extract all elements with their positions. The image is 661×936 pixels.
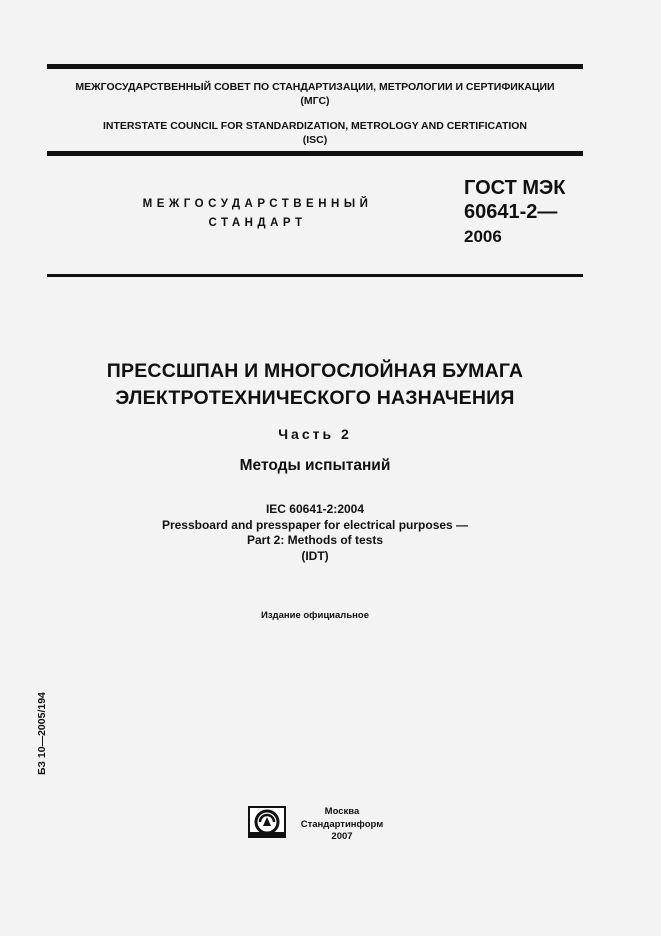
iec-title-line1: Pressboard and presspaper for electrical purposes — bbox=[161, 517, 469, 532]
title-line2: ЭЛЕКТРОТЕХНИЧЕСКОГО НАЗНАЧЕНИЯ bbox=[115, 387, 515, 409]
standard-year: 2006 bbox=[464, 227, 502, 246]
designation-rule bbox=[47, 274, 583, 277]
iec-title-line2: Part 2: Methods of tests bbox=[246, 533, 384, 547]
standard-number-line1: ГОСТ МЭК bbox=[464, 177, 566, 199]
council-ru-name: МЕЖГОСУДАРСТВЕННЫЙ СОВЕТ ПО СТАНДАРТИЗАЦИИ, МЕТРОЛОГИИ И СЕРТИФИКАЦИИ bbox=[75, 81, 555, 93]
document-title bbox=[47, 358, 583, 412]
publisher-name: Стандартинформ bbox=[300, 818, 384, 830]
edition-label: Издание официальное bbox=[261, 610, 369, 621]
publisher-block bbox=[296, 806, 388, 844]
standard-number bbox=[464, 176, 594, 224]
council-en-block bbox=[47, 119, 583, 147]
standard-type-line2: СТАНДАРТ bbox=[208, 217, 307, 229]
standard-type bbox=[120, 195, 395, 233]
council-en-abbr: (ISC) bbox=[302, 134, 328, 146]
iec-ref: IEC 60641-2:2004 bbox=[265, 502, 365, 516]
part-label: Часть 2 bbox=[278, 426, 352, 442]
iec-idt: (IDT) bbox=[301, 548, 329, 563]
council-ru-block bbox=[47, 80, 583, 108]
standard-number-line2: 60641-2— bbox=[464, 201, 558, 223]
standartinform-logo-icon bbox=[248, 806, 286, 838]
title-line1: ПРЕССШПАН И МНОГОСЛОЙНАЯ БУМАГА bbox=[106, 360, 524, 382]
publisher-year: 2007 bbox=[331, 831, 353, 842]
top-rule bbox=[47, 64, 583, 69]
header-rule bbox=[47, 151, 583, 156]
council-ru-abbr: (МГС) bbox=[300, 95, 330, 107]
council-en-name: INTERSTATE COUNCIL FOR STANDARDIZATION, METROLOGY AND CERTIFICATION bbox=[102, 120, 528, 132]
side-code: БЗ 10—2005/194 bbox=[36, 692, 48, 775]
standard-type-line1: МЕЖГОСУДАРСТВЕННЫЙ bbox=[142, 198, 373, 210]
document-subtitle: Методы испытаний bbox=[239, 457, 391, 474]
iec-reference-block bbox=[47, 502, 583, 564]
publisher-city: Москва bbox=[324, 806, 360, 817]
